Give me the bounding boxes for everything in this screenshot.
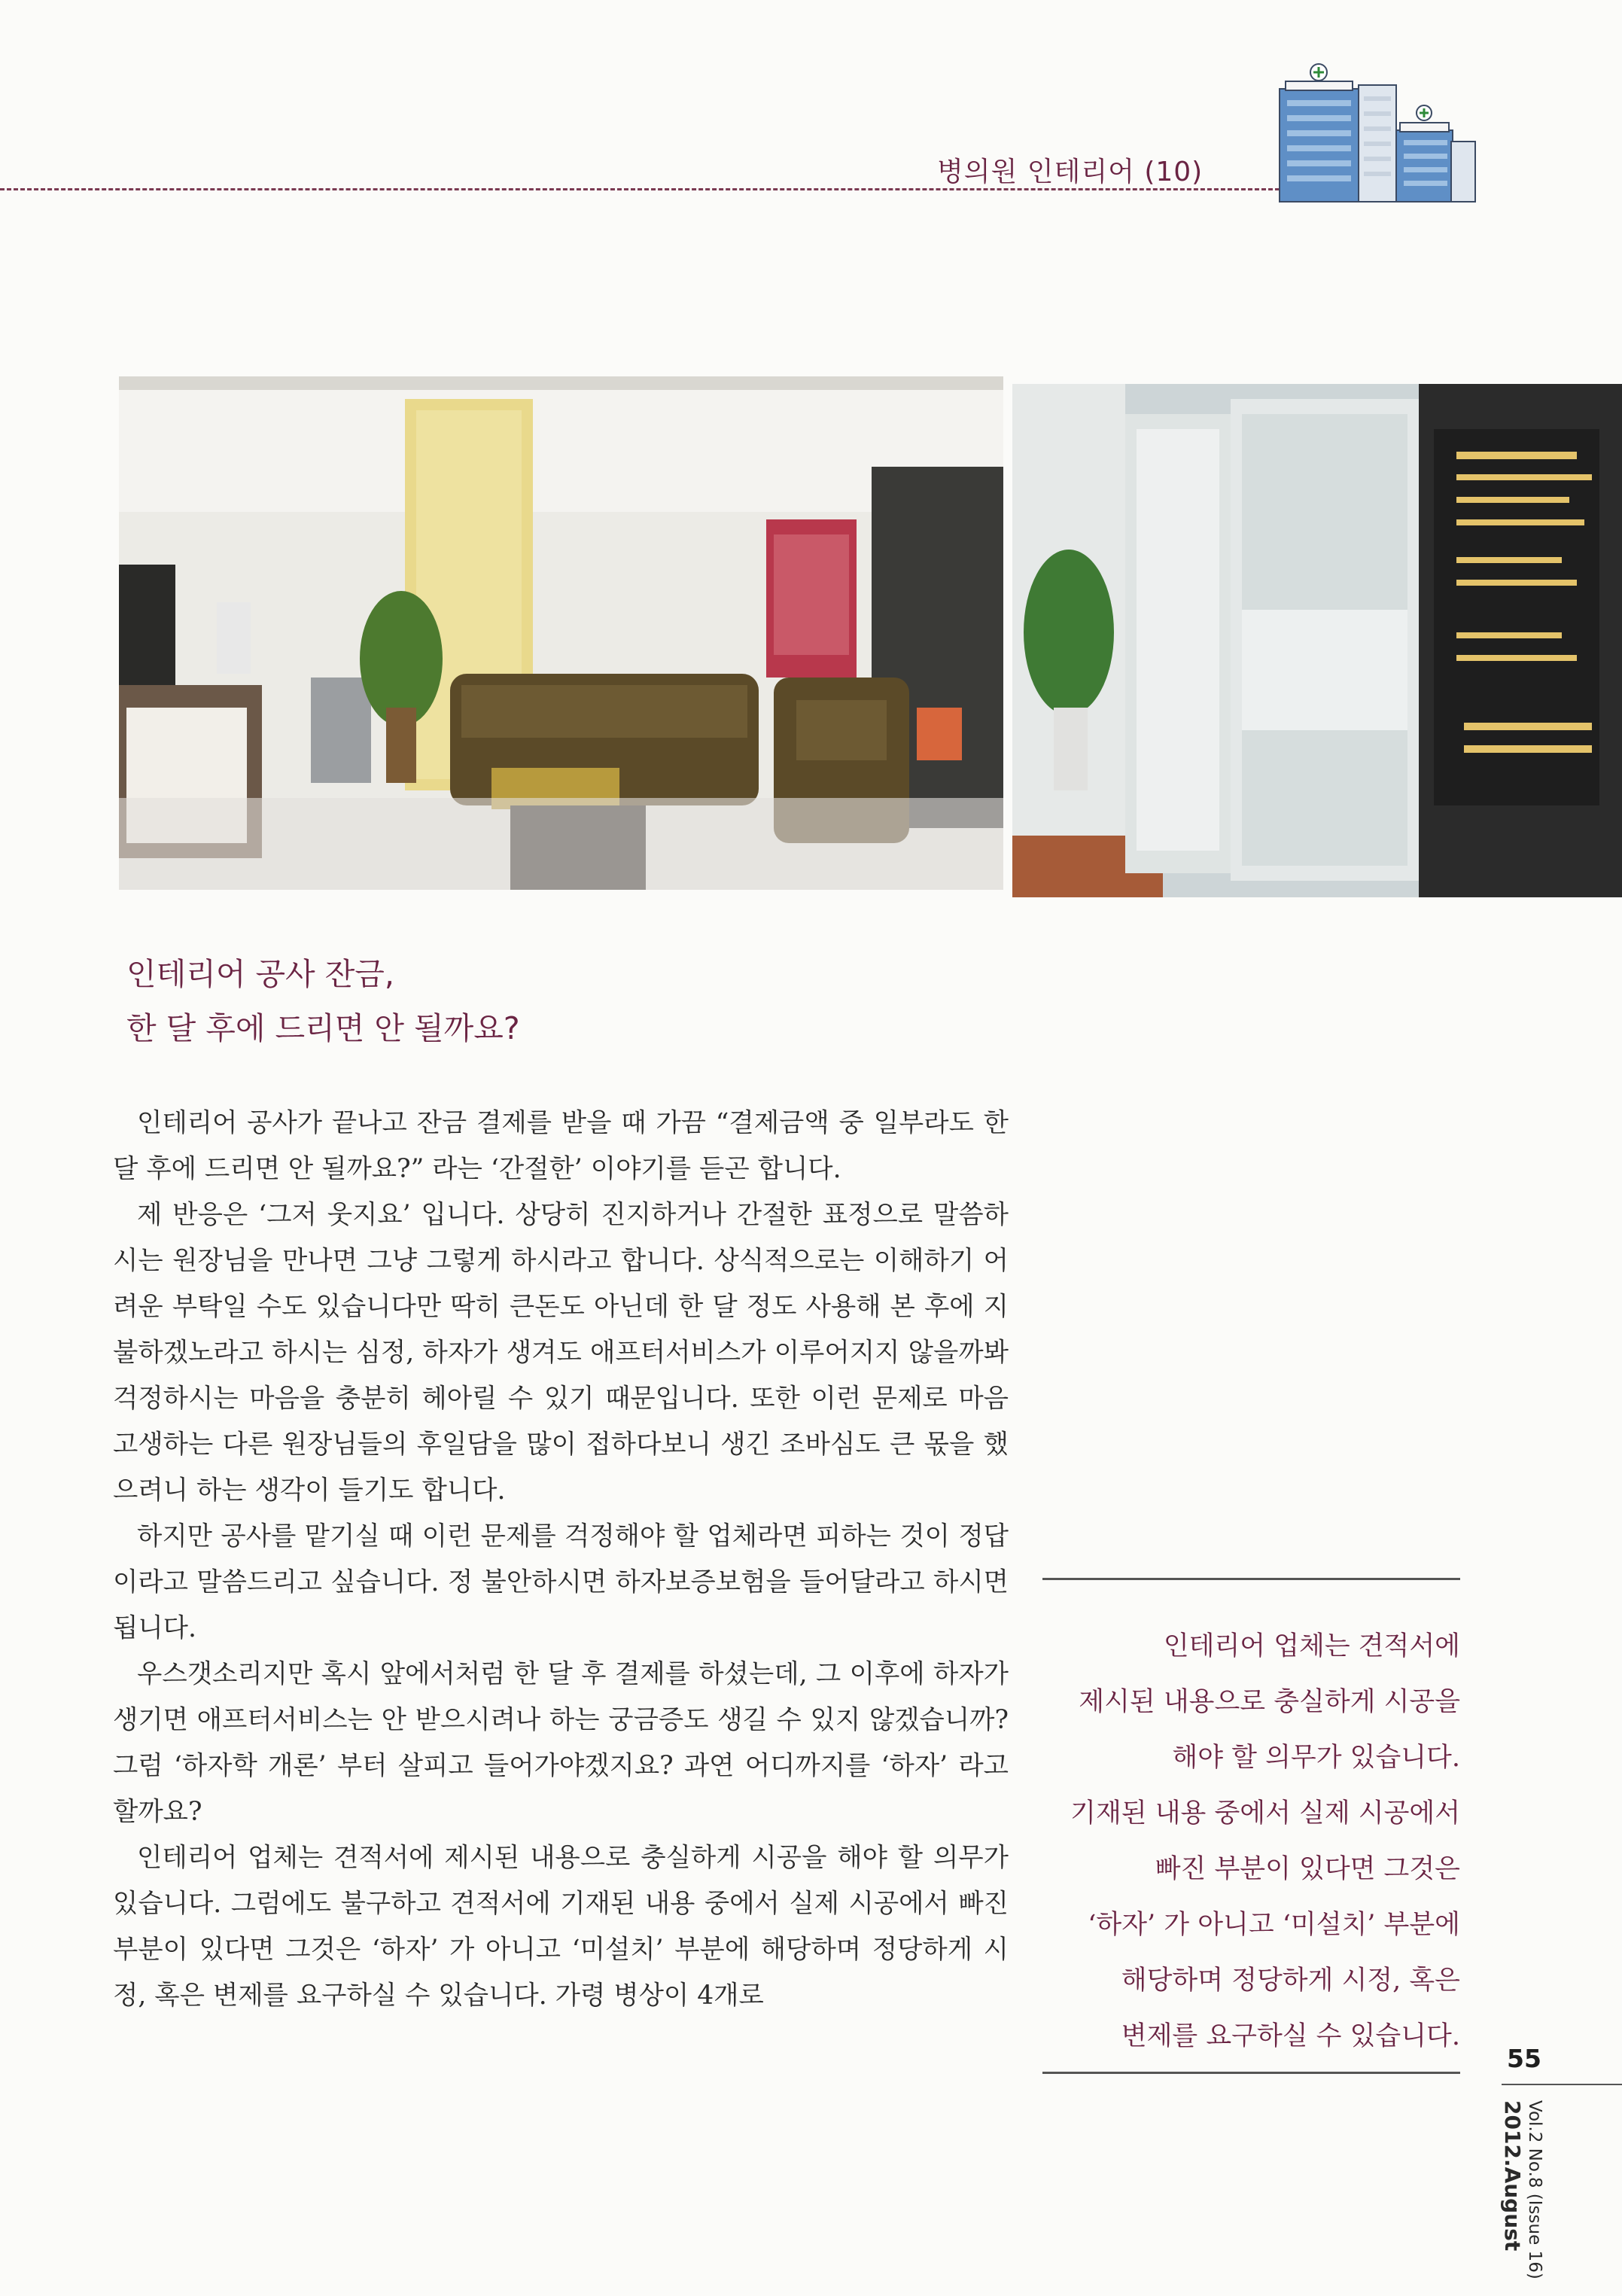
- pull-quote: [1042, 1618, 1460, 2064]
- body-paragraph-1: 인테리어 공사가 끝나고 잔금 결제를 받을 때 가끔 “결제금액 중 일부라도 한 달 후에 드리면 안 될까요?” 라는 ‘간절한’ 이야기를 듣곤 합니다.: [113, 1108, 1009, 1184]
- pull-quote-line: 인테리어 업체는 견적서에: [1163, 1631, 1460, 1661]
- header-divider: [0, 188, 1280, 190]
- issue-date: 2012.August: [1500, 2100, 1525, 2252]
- hospital-buildings-icon: [1272, 59, 1483, 206]
- pull-quote-line: 기재된 내용 중에서 실제 시공에서: [1070, 1798, 1460, 1829]
- headline-line-1: 인테리어 공사 잔금,: [126, 956, 394, 992]
- issue-label: Vol.2 No.8 (Issue 16): [1525, 2100, 1544, 2279]
- pull-quote-line: 변제를 요구하실 수 있습니다.: [1121, 2021, 1460, 2051]
- pull-quote-line: ‘하자’ 가 아니고 ‘미설치’ 부분에: [1088, 1910, 1460, 1940]
- body-paragraph-2: 제 반응은 ‘그저 웃지요’ 입니다. 상당히 진지하거나 간절한 표정으로 말씀하시는 원장님을 만나면 그냥 그렇게 하시라고 합니다. 상식적으로는 이해하기 어려운 부탁일 수도 있습니다만 딱히 큰돈도 아닌데 한 달 정도 사용해 본 후에 지불하겠노라고 하시는 심정, 하자가 생겨도 애프터서비스가 이루어지지 않을까봐 걱정하시는 마음을 충분히 헤아릴 수 있기 때문입니다. 또한 이런 문제로 마음 고생하는 다른 원장님들의 후일담을 많이 접하다보니 생긴 조바심도 큰 몫을 했으려니 하는 생각이 들기도 합니다.: [113, 1200, 1009, 1506]
- headline-line-2: 한 달 후에 드리면 안 될까요?: [126, 1010, 520, 1046]
- body-paragraph-3: 하지만 공사를 맡기실 때 이런 문제를 걱정해야 할 업체라면 피하는 것이 정답이라고 말씀드리고 싶습니다. 정 불안하시면 하자보증보험을 들어달라고 하시면 됩니다.: [113, 1521, 1009, 1643]
- pull-quote-bottom-rule: [1042, 2072, 1460, 2074]
- issue-info: [1484, 2100, 1544, 2296]
- lobby-waiting-area-photo: [119, 376, 1003, 890]
- clinic-entrance-photo: [1012, 384, 1622, 897]
- pull-quote-line: 해야 할 의무가 있습니다.: [1172, 1743, 1460, 1773]
- article-body: [113, 1101, 1009, 2019]
- article-headline: [126, 947, 520, 1055]
- page-number-rule: [1502, 2084, 1622, 2085]
- pull-quote-line: 빠진 부분이 있다면 그것은: [1155, 1854, 1460, 1884]
- body-paragraph-4: 우스갯소리지만 혹시 앞에서처럼 한 달 후 결제를 하셨는데, 그 이후에 하자가 생기면 애프터서비스는 안 받으시려나 하는 궁금증도 생길 수 있지 않겠습니까? 그럼 ‘하자학 개론’ 부터 살피고 들어가야겠지요? 과연 어디까지를 ‘하자’ 라고 할까요?: [113, 1659, 1009, 1827]
- section-title: 병의원 인테리어 (10): [937, 157, 1204, 187]
- page-number: 55: [1507, 2044, 1541, 2073]
- pull-quote-line: 해당하며 정당하게 시정, 혹은: [1121, 1966, 1460, 1996]
- body-paragraph-5: 인테리어 업체는 견적서에 제시된 내용으로 충실하게 시공을 해야 할 의무가 있습니다. 그럼에도 불구하고 견적서에 기재된 내용 중에서 실제 시공에서 빠진 부분이 있다면 그것은 ‘하자’ 가 아니고 ‘미설치’ 부분에 해당하며 정당하게 시정, 혹은 변제를 요구하실 수 있습니다. 가령 병상이 4개로: [113, 1843, 1009, 2011]
- pull-quote-line: 제시된 내용으로 충실하게 시공을: [1079, 1687, 1460, 1717]
- pull-quote-top-rule: [1042, 1578, 1460, 1580]
